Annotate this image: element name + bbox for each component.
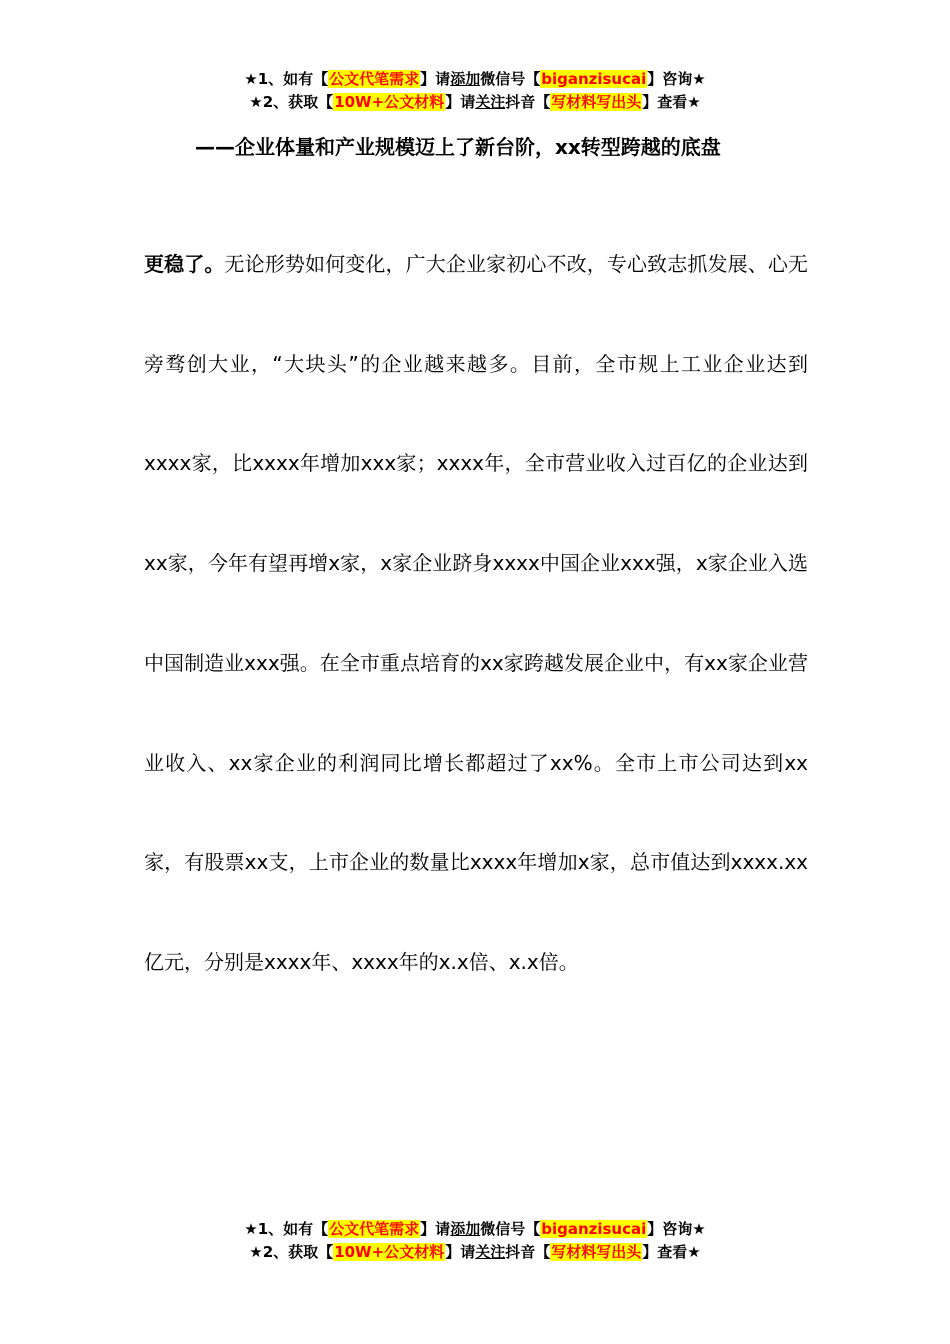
highlight-service: 公文代笔需求 bbox=[329, 1220, 420, 1238]
highlight-douyin: 写材料写出头 bbox=[551, 93, 642, 111]
body-paragraph bbox=[144, 215, 808, 1013]
bottom-banner bbox=[0, 1218, 950, 1264]
highlight-wechat-id: biganzisucai bbox=[541, 70, 647, 88]
highlight-wechat-id: biganzisucai bbox=[541, 1220, 647, 1238]
highlight-douyin: 写材料写出头 bbox=[551, 1243, 642, 1261]
highlight-materials: 10W+公文材料 bbox=[334, 1243, 445, 1261]
highlight-service: 公文代笔需求 bbox=[329, 70, 420, 88]
section-heading: ——企业体量和产业规模迈上了新台阶，xx转型跨越的底盘 bbox=[195, 135, 721, 159]
banner-line-1: ★1、如有【公文代笔需求】请添加微信号【biganzisucai】咨询★ bbox=[244, 1220, 706, 1238]
body-text: 无论形势如何变化，广大企业家初心不改，专心致志抓发展、心无旁骛创大业，“大块头”的企业越来越多。目前，全市规上工业企业达到xxxx家，比xxxx年增加xxx家；xxxx年，全市营业收入过百亿的企业达到xx家，今年有望再增x家，x家企业跻身xxxx中国企业xxx强，x家企业入选中国制造业xxx强。在全市重点培育的xx家跨越发展企业中，有xx家企业营业收入、xx家企业的利润同比增长都超过了xx%。全市上市公司达到xx家，有股票xx支，上市企业的数量比xxxx年增加x家，总市值达到xxxx.xx亿元，分别是xxxx年、xxxx年的x.x倍、x.x倍。 bbox=[144, 252, 808, 974]
banner-line-2: ★2、获取【10W+公文材料】请关注抖音【写材料写出头】查看★ bbox=[249, 93, 701, 111]
lead-phrase: 更稳了。 bbox=[144, 252, 225, 276]
highlight-materials: 10W+公文材料 bbox=[334, 93, 445, 111]
banner-line-2: ★2、获取【10W+公文材料】请关注抖音【写材料写出头】查看★ bbox=[249, 1243, 701, 1261]
top-banner bbox=[0, 68, 950, 114]
banner-line-1: ★1、如有【公文代笔需求】请添加微信号【biganzisucai】咨询★ bbox=[244, 70, 706, 88]
